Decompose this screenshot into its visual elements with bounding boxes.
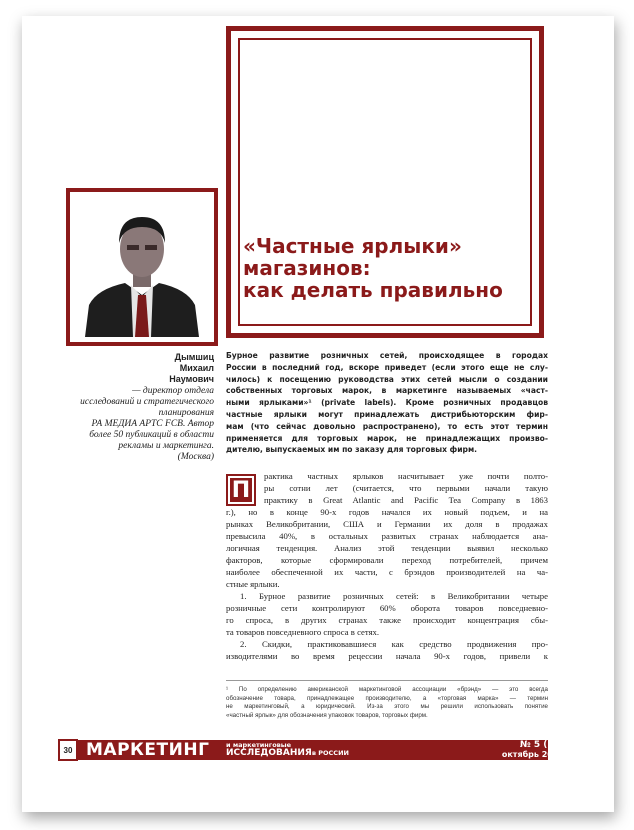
issue-info: № 5 (29) октябрь 2000	[501, 740, 564, 759]
author-info	[44, 352, 214, 463]
article-title: «Частные ярлыки» магазинов: как делать правильно	[243, 234, 503, 302]
magazine-title: МАРКЕТИНГ	[86, 740, 210, 760]
article-body: рактика частных ярлыков насчитывает уже почти полто- ры сотни лет (считается, что первыми начали такую практику в Great Atlantic and Pacific Tea Company в 1863 г.), но в конце 90-х годов начался их новый подъем, и на рынках Великобритании, США и Германии их доля в продажах превысила 40%, в остальных развитых странах наблюдается ана- логичная тенденция. Анализ этой тенденции выявил несколько факторов, которые сформировали переход потребителей, причем наиболее обеспеченной их части, с брэндов производителей на ча- стные ярлыки. 1. Бурное развитие розничных сетей: в Великобритании четыре розничные сети контролируют 60% оборота товаров повседневно- го спроса, в других странах также происходит концентрация сбы- та товаров повседневного спроса в сетях. 2. Скидки, практиковавшиеся как средство продвижения про- изводителями во время рецессии начала 90-х годов, привели к	[226, 471, 548, 661]
page-number: 30	[58, 739, 78, 761]
dropcap: П	[226, 474, 256, 506]
author-photo-frame	[66, 188, 218, 346]
author-description: — директор отдела исследований и стратегического планирования РА МЕДИА АРТС FCB. Автор более 50 публикаций в области рекламы и маркетинга. (Москва)	[80, 386, 214, 462]
lead-paragraph: Бурное развитие розничных сетей, происходящее в городах России в последний год, вскоре приведет (если этого еще не слу- чилось) к посещению руководства этих сетей мысли о создании собственных торговых марок, в маркетинге называемых «част- ными ярлыками»¹ (private labels). Кроме розничных продавцов частные ярлыки могут принадлежать дистрибьюторским фир- мам (что сейчас довольно распространено), то есть этот термин применяется для торговых марок, не принадлежащих произво- дителю, выпускаемых им по заказу для торговых фирм.	[226, 351, 548, 455]
author-photo	[75, 197, 209, 337]
author-name: Дымшиц	[174, 352, 214, 362]
author-name: Михаил	[179, 363, 214, 373]
footnote: ¹ По определению американской маркетинговой ассоциации «брэнд» — это всегда обозначение товара, принадлежащее производителю, а «торговая марка» — термин не маркетинговый, а юридический. Из-за этого мы решили использовать понятие «частный ярлык» для обозначения упаковок товаров, торговых фирм.	[226, 686, 548, 719]
magazine-subtitle: и маркетинговые ИССЛЕДОВАНИЯв РОССИИ	[226, 741, 349, 758]
footnote-rule	[226, 680, 548, 681]
author-name: Наумович	[169, 374, 214, 384]
